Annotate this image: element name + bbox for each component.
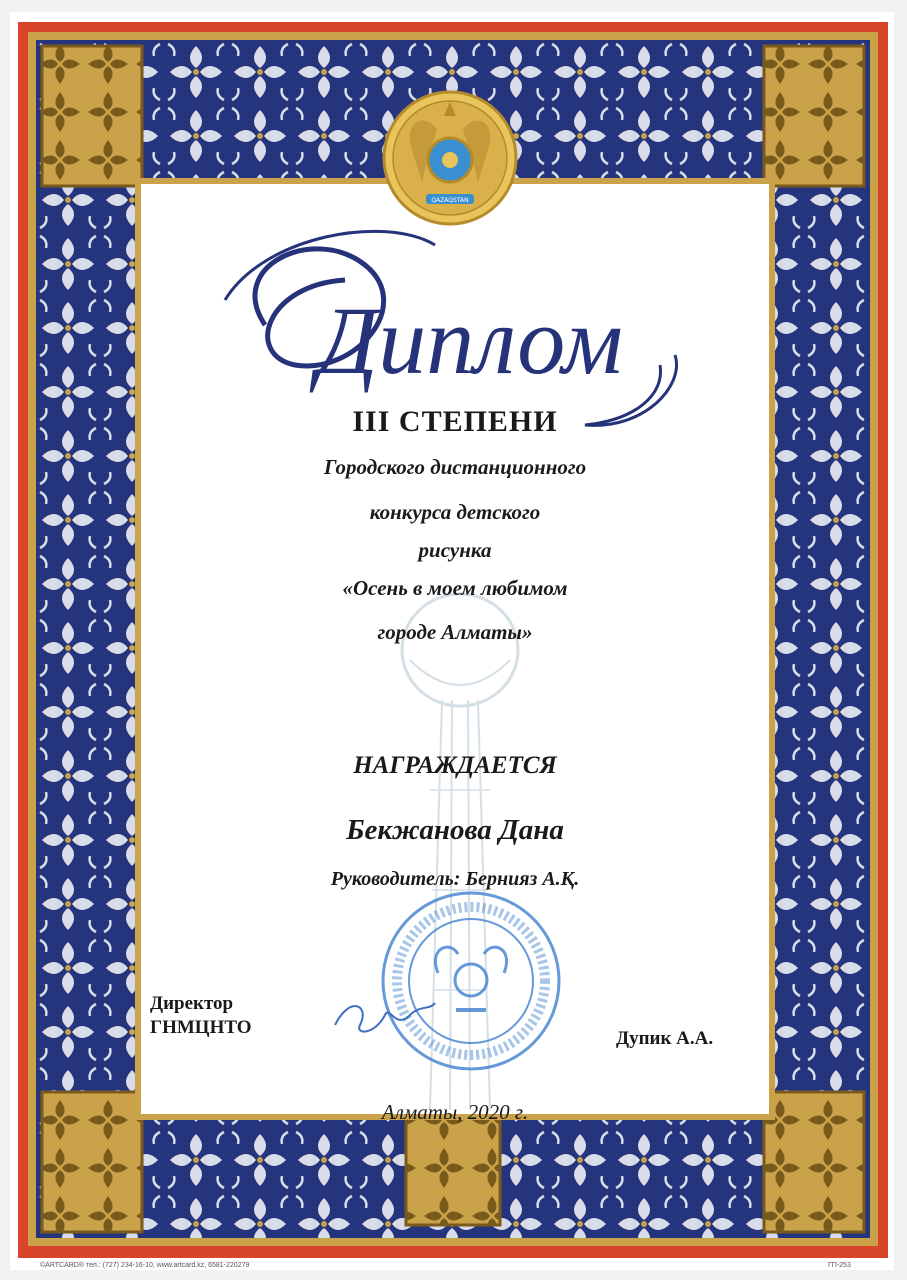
emblem-ribbon-text: QAZAQSTAN: [431, 197, 469, 204]
director-title: Директор: [150, 993, 234, 1014]
director-name: Дупик А.А.: [616, 1028, 714, 1049]
print-code: ГП-253: [828, 1262, 851, 1269]
director-org: ГНМЦНТО: [150, 1017, 252, 1038]
description-line-5: городе Алматы»: [377, 620, 533, 644]
diploma-title: Диплом: [317, 287, 623, 394]
place-date: Алматы, 2020 г.: [381, 1100, 529, 1124]
printer-footer: ©ARTCARD® тел.: (727) 234-16-10, www.artcard.kz, 6581-220279: [40, 1262, 250, 1269]
director-signature: [330, 985, 440, 1045]
description-line-2: конкурса детского: [369, 500, 541, 524]
diploma-degree: III СТЕПЕНИ: [352, 405, 558, 438]
director-block: [150, 992, 252, 1040]
description-line-3: рисунка: [418, 538, 492, 562]
recipient-name: Бекжанова Дана: [346, 814, 564, 846]
official-stamp: [378, 888, 564, 1074]
description-line-4: «Осень в моем любимом: [342, 576, 568, 600]
description-line-1: Городского дистанционного: [323, 455, 587, 479]
awarded-label: НАГРАЖДАЕТСЯ: [353, 752, 557, 779]
leader-line: Руководитель: Бернияз А.Қ.: [330, 868, 580, 890]
